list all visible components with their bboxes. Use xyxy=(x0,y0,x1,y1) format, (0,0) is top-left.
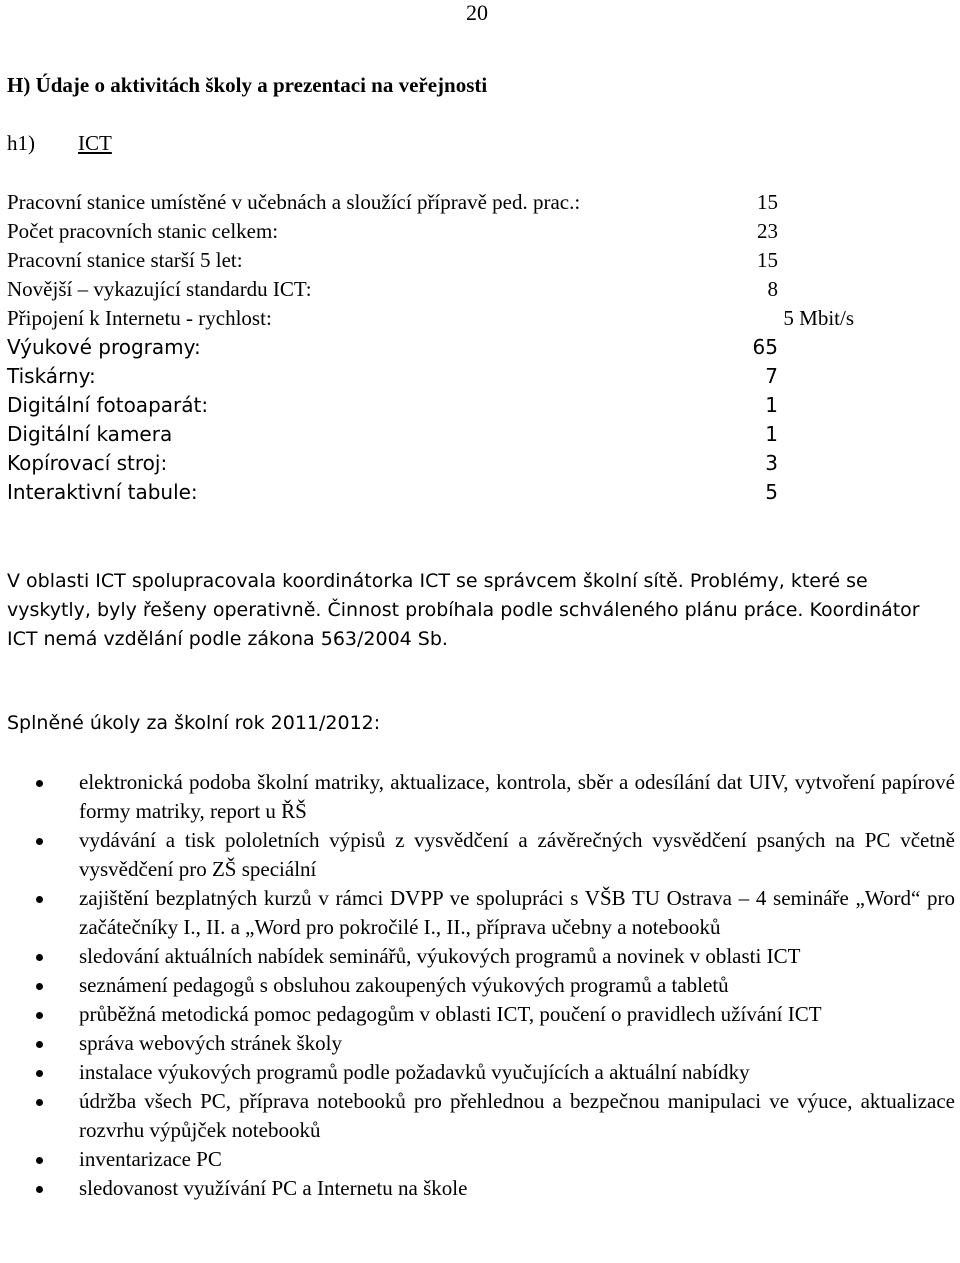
list-item xyxy=(0,826,955,884)
stat-value: 3 xyxy=(765,451,778,475)
stat-label: Pracovní stanice umístěné v učebnách a sloužící přípravě ped. prac.: xyxy=(7,190,581,214)
stat-value: 8 xyxy=(767,277,778,301)
stat-label: Výukové programy: xyxy=(7,335,201,359)
stat-row xyxy=(7,391,867,420)
stat-value: 7 xyxy=(765,364,778,388)
stat-value: 1 xyxy=(765,422,778,446)
bullet-icon xyxy=(36,983,43,990)
stat-row xyxy=(7,362,867,391)
bullet-icon xyxy=(36,954,43,961)
stat-row xyxy=(7,217,867,246)
task-text: instalace výukových programů podle požadavků vyučujících a aktuální nabídky xyxy=(79,1060,750,1084)
section-heading: H) Údaje o aktivitách školy a prezentaci na veřejnosti xyxy=(7,73,488,97)
stat-row xyxy=(7,420,867,449)
list-item xyxy=(0,768,955,826)
bullet-icon xyxy=(36,1186,43,1193)
stat-value: 65 xyxy=(752,335,778,359)
list-item xyxy=(0,1029,955,1058)
task-text: údržba všech PC, příprava notebooků pro přehlednou a bezpečnou manipulaci ve výuce, aktualizace rozvrhu výpůjček notebooků xyxy=(79,1089,955,1142)
stat-value: 15 xyxy=(757,248,778,272)
task-list xyxy=(0,768,960,1203)
stat-label: Tiskárny: xyxy=(7,364,96,388)
bullet-icon xyxy=(36,780,43,787)
stat-label: Připojení k Internetu - rychlost: xyxy=(7,306,272,330)
stat-label: Počet pracovních stanic celkem: xyxy=(7,219,279,243)
stat-value: 15 xyxy=(757,190,778,214)
task-text: vydávání a tisk pololetních výpisů z vysvědčení a závěrečných vysvědčení psaných na PC včetně vysvědčení pro ZŠ speciální xyxy=(79,828,955,881)
stat-row xyxy=(7,246,867,275)
stat-value: 5 Mbit/s xyxy=(783,306,854,330)
bullet-icon xyxy=(36,838,43,845)
list-item xyxy=(0,884,955,942)
bullet-icon xyxy=(36,896,43,903)
bullet-icon xyxy=(36,1157,43,1164)
subsection-number: h1) xyxy=(7,131,35,155)
task-text: inventarizace PC xyxy=(79,1147,222,1171)
stat-row xyxy=(7,478,867,507)
list-item xyxy=(0,971,955,1000)
stat-label: Pracovní stanice starší 5 let: xyxy=(7,248,243,272)
task-text: zajištění bezplatných kurzů v rámci DVPP ve spolupráci s VŠB TU Ostrava – 4 semináře „Word“ pro začátečníky I., II. a „Word pro pokročilé I., II., příprava učebny a notebooků xyxy=(79,886,955,939)
stat-label: Kopírovací stroj: xyxy=(7,451,168,475)
task-text: elektronická podoba školní matriky, aktualizace, kontrola, sběr a odesílání dat UIV, vytvoření papírové formy matriky, report u ŘŠ xyxy=(79,770,955,823)
task-text: seznámení pedagogů s obsluhou zakoupených výukových programů a tabletů xyxy=(79,973,729,997)
stat-label: Digitální kamera xyxy=(7,422,173,446)
tasks-heading: Splněné úkoly za školní rok 2011/2012: xyxy=(7,712,381,734)
stat-value: 5 xyxy=(765,480,778,504)
page-number: 20 xyxy=(466,0,488,25)
stat-label: Novější – vykazující standardu ICT: xyxy=(7,277,312,301)
list-item xyxy=(0,1145,955,1174)
subsection-heading xyxy=(7,131,112,156)
bullet-icon xyxy=(36,1070,43,1077)
stat-row xyxy=(7,275,867,304)
bullet-icon xyxy=(36,1012,43,1019)
ict-cooperation-paragraph: V oblasti ICT spolupracovala koordinátorka ICT se správcem školní sítě. Problémy, které se vyskytly, byly řešeny operativně. Činnost probíhala podle schváleného plánu práce. Koordinátor ICT nemá vzdělání podle zákona 563/2004 Sb. xyxy=(7,570,920,650)
task-text: správa webových stránek školy xyxy=(79,1031,343,1055)
ict-stats-list xyxy=(7,188,867,507)
stat-row xyxy=(7,333,867,362)
list-item xyxy=(0,942,955,971)
stat-label: Interaktivní tabule: xyxy=(7,480,198,504)
stat-row xyxy=(7,188,867,217)
list-item xyxy=(0,1058,955,1087)
task-text: sledovanost využívání PC a Internetu na škole xyxy=(79,1176,468,1200)
list-item xyxy=(0,1087,955,1145)
task-text: průběžná metodická pomoc pedagogům v oblasti ICT, poučení o pravidlech užívání ICT xyxy=(79,1002,822,1026)
bullet-icon xyxy=(36,1041,43,1048)
task-text: sledování aktuálních nabídek seminářů, výukových programů a novinek v oblasti ICT xyxy=(79,944,801,968)
bullet-icon xyxy=(36,1099,43,1106)
stat-row xyxy=(7,304,867,333)
list-item xyxy=(0,1000,955,1029)
subsection-title: ICT xyxy=(78,131,112,155)
stat-value: 23 xyxy=(757,219,778,243)
list-item xyxy=(0,1174,955,1203)
stat-label: Digitální fotoaparát: xyxy=(7,393,209,417)
stat-row xyxy=(7,449,867,478)
stat-value: 1 xyxy=(765,393,778,417)
